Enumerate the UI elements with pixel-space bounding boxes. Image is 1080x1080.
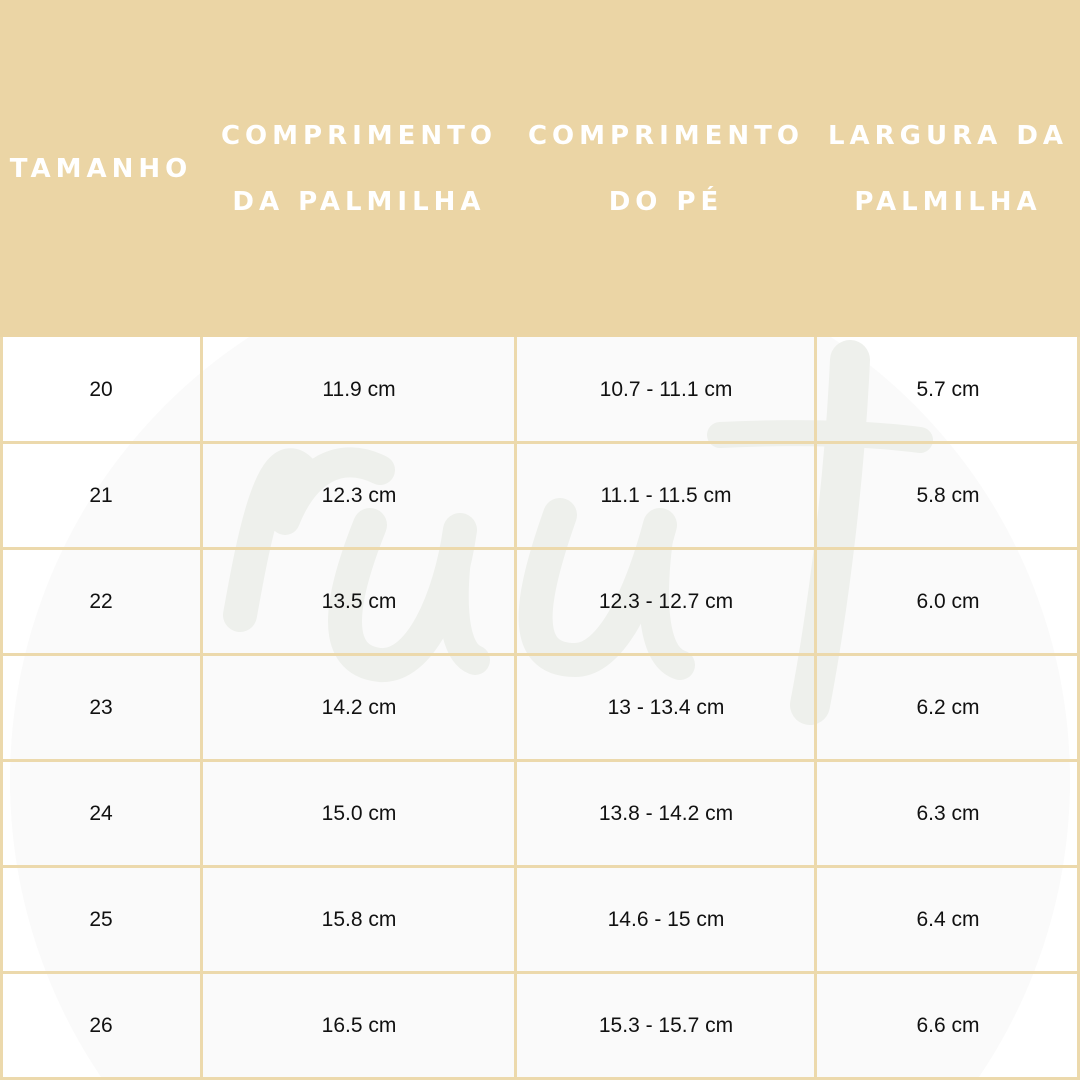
- cell-size: 26: [89, 1014, 113, 1037]
- cell-insole-length: 12.3 cm: [321, 484, 397, 507]
- cell-insole-length: 13.5 cm: [321, 590, 397, 613]
- cell-foot-length: 11.1 - 11.5 cm: [600, 484, 732, 507]
- grid-line: [0, 547, 1080, 550]
- header-insole-length: [202, 0, 516, 337]
- cell-insole-width: 6.3 cm: [916, 802, 980, 825]
- table-header: [0, 0, 1080, 337]
- cell-foot-length: 13.8 - 14.2 cm: [598, 802, 734, 825]
- table-row: [0, 549, 1080, 655]
- cell-size: 21: [89, 484, 113, 507]
- header-size-label: TAMANHO: [9, 153, 193, 184]
- cell-foot-length: 12.3 - 12.7 cm: [598, 590, 734, 613]
- cell-insole-width: 6.2 cm: [916, 696, 980, 719]
- header-size: [0, 0, 202, 337]
- header-foot-length-line1: COMPRIMENTO: [527, 120, 805, 151]
- cell-insole-width: 6.0 cm: [916, 590, 980, 613]
- cell-size: 22: [89, 590, 113, 613]
- table-row: [0, 761, 1080, 867]
- table-row: [0, 443, 1080, 549]
- cell-insole-width: 5.7 cm: [916, 378, 980, 401]
- grid-line: [0, 653, 1080, 656]
- cell-insole-length: 15.0 cm: [321, 802, 397, 825]
- header-insole-length-line1: COMPRIMENTO: [220, 120, 498, 151]
- grid-line: [0, 971, 1080, 974]
- cell-foot-length: 14.6 - 15 cm: [607, 908, 725, 931]
- table-row: [0, 655, 1080, 761]
- cell-insole-length: 16.5 cm: [321, 1014, 397, 1037]
- size-table: [0, 337, 1080, 1080]
- grid-line: [0, 759, 1080, 762]
- cell-insole-width: 6.4 cm: [916, 908, 980, 931]
- header-foot-length-line2: DO PÉ: [608, 186, 724, 217]
- table-row: [0, 973, 1080, 1079]
- cell-size: 25: [89, 908, 113, 931]
- header-insole-length-line2: DA PALMILHA: [232, 186, 486, 217]
- cell-insole-length: 15.8 cm: [321, 908, 397, 931]
- grid-line: [0, 865, 1080, 868]
- cell-insole-width: 5.8 cm: [916, 484, 980, 507]
- header-insole-width-line1: LARGURA DA: [827, 120, 1069, 151]
- cell-insole-length: 14.2 cm: [321, 696, 397, 719]
- grid-line: [0, 337, 3, 1080]
- grid-line: [0, 441, 1080, 444]
- table-row: [0, 337, 1080, 443]
- grid-line: [814, 337, 817, 1080]
- table-row: [0, 867, 1080, 973]
- cell-size: 23: [89, 696, 113, 719]
- grid-line: [200, 337, 203, 1080]
- header-foot-length: [516, 0, 816, 337]
- cell-insole-width: 6.6 cm: [916, 1014, 980, 1037]
- cell-foot-length: 13 - 13.4 cm: [607, 696, 725, 719]
- cell-size: 20: [89, 378, 113, 401]
- cell-insole-length: 11.9 cm: [322, 378, 396, 401]
- cell-size: 24: [89, 802, 113, 825]
- header-insole-width-line2: PALMILHA: [854, 186, 1042, 217]
- header-insole-width: [816, 0, 1080, 337]
- cell-foot-length: 10.7 - 11.1 cm: [599, 378, 733, 401]
- cell-foot-length: 15.3 - 15.7 cm: [598, 1014, 734, 1037]
- grid-line: [514, 337, 517, 1080]
